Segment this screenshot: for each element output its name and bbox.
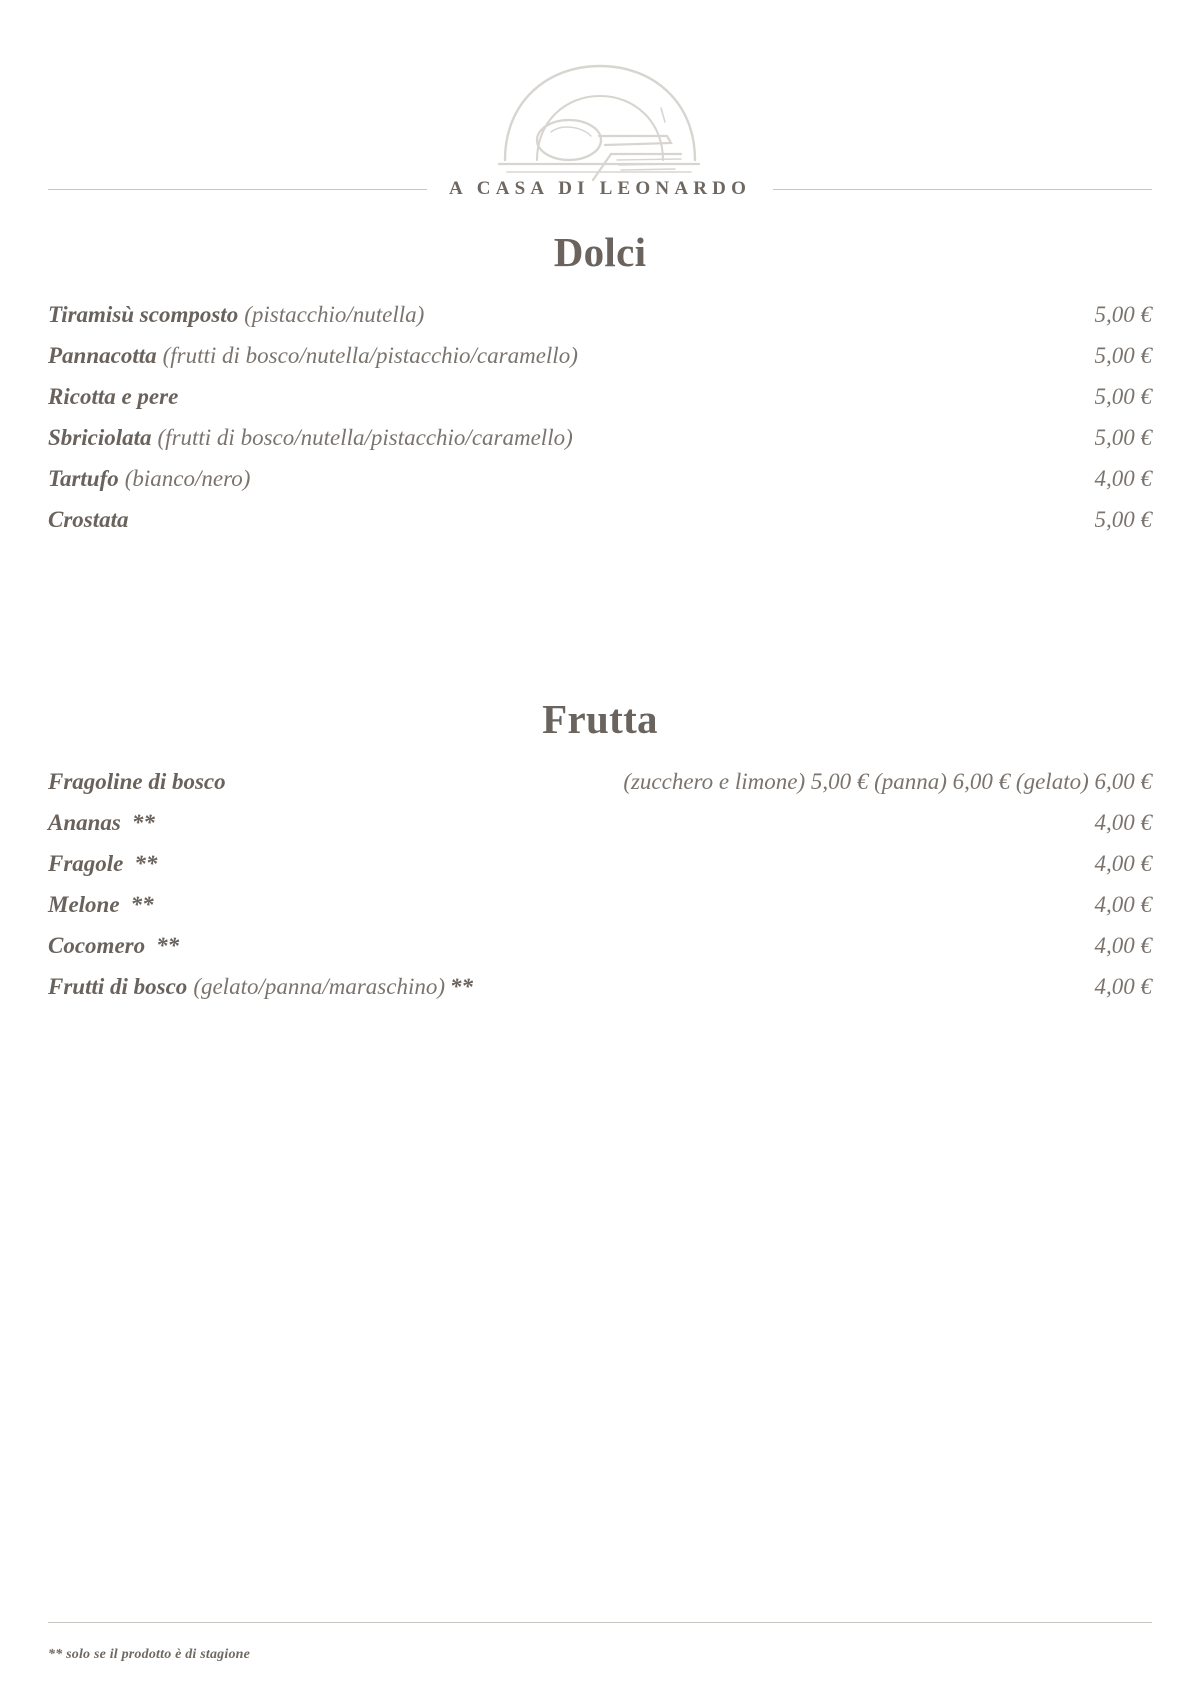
brand-rule-left: [48, 189, 427, 190]
item-description: (frutti di bosco/nutella/pistacchio/caramello): [162, 343, 578, 369]
item-price: 4,00 €: [1094, 933, 1152, 959]
list-item: [48, 465, 1152, 506]
list-item: [48, 383, 1152, 424]
item-price: 5,00 €: [1094, 384, 1152, 410]
item-label: [48, 506, 140, 534]
item-name: Pannacotta: [48, 343, 157, 369]
footer-divider: [48, 1622, 1152, 1623]
item-seasonal-mark: **: [134, 851, 158, 877]
item-name: Cocomero: [48, 933, 146, 959]
section-title-dolci: Dolci: [553, 229, 647, 275]
item-label: [48, 383, 189, 411]
item-name: Melone: [48, 892, 120, 918]
section-frutta: [48, 697, 1152, 1014]
cloche-spoon-fork-logo-icon: [485, 44, 715, 184]
list-item: [48, 424, 1152, 465]
item-name: Tartufo: [48, 466, 119, 492]
item-list-frutta: [48, 768, 1152, 1014]
seasonal-footnote: ** solo se il prodotto è di stagione: [48, 1647, 251, 1662]
item-name: Ricotta e pere: [48, 384, 179, 410]
item-price: 5,00 €: [1094, 343, 1152, 369]
item-price: 4,00 €: [1094, 851, 1152, 877]
menu-header: [48, 0, 1152, 200]
item-seasonal-mark: **: [131, 810, 155, 836]
logo-container: [48, 34, 1152, 184]
list-item: [48, 506, 1152, 547]
list-item: [48, 342, 1152, 383]
item-seasonal-mark: **: [156, 933, 180, 959]
item-name: Sbriciolata: [48, 425, 152, 451]
item-name: Frutti di bosco: [48, 974, 188, 1000]
brand-rule-right: [773, 189, 1152, 190]
list-item: [48, 809, 1152, 850]
item-name: Ananas: [48, 810, 121, 836]
item-label: [48, 465, 255, 493]
item-price: 4,00 €: [1094, 892, 1152, 918]
item-label: [48, 973, 473, 1001]
item-name: Crostata: [48, 507, 129, 533]
item-description: (bianco/nero): [124, 466, 251, 492]
item-label: [48, 424, 578, 452]
item-label: [48, 809, 155, 837]
item-seasonal-mark: **: [450, 974, 474, 1000]
item-label: [48, 891, 154, 919]
item-name: Fragoline di bosco: [48, 769, 226, 795]
item-label: [48, 932, 179, 960]
list-item: [48, 891, 1152, 932]
list-item: [48, 973, 1152, 1014]
item-price: 5,00 €: [1094, 425, 1152, 451]
brand-name: A CASA DI LEONARDO: [448, 178, 752, 199]
item-label: [48, 768, 237, 796]
item-description: (frutti di bosco/nutella/pistacchio/caramello): [157, 425, 573, 451]
item-price: 4,00 €: [1094, 974, 1152, 1000]
item-label: [48, 301, 429, 329]
item-price: 4,00 €: [1094, 466, 1152, 492]
list-item: [48, 850, 1152, 891]
item-name: Fragole: [48, 851, 124, 877]
item-list-dolci: [48, 301, 1152, 547]
item-price: 5,00 €: [1094, 302, 1152, 328]
list-item: [48, 768, 1152, 809]
item-description: (pistacchio/nutella): [244, 302, 425, 328]
item-price: 4,00 €: [1094, 810, 1152, 836]
item-description: (gelato/panna/maraschino): [193, 974, 446, 1000]
item-name: Tiramisù scomposto: [48, 302, 239, 328]
section-dolci: [48, 230, 1152, 547]
section-title-frutta: Frutta: [542, 696, 658, 743]
item-seasonal-mark: **: [130, 892, 154, 918]
item-label: [48, 850, 157, 878]
menu-footer: [48, 1622, 1152, 1697]
item-price: (zucchero e limone) 5,00 € (panna) 6,00 € (gelato) 6,00 €: [623, 769, 1152, 795]
brand-line: [48, 178, 1152, 200]
item-price: 5,00 €: [1094, 507, 1152, 533]
list-item: [48, 932, 1152, 973]
item-label: [48, 342, 583, 370]
list-item: [48, 301, 1152, 342]
layout-spacer: [48, 1014, 1152, 1622]
